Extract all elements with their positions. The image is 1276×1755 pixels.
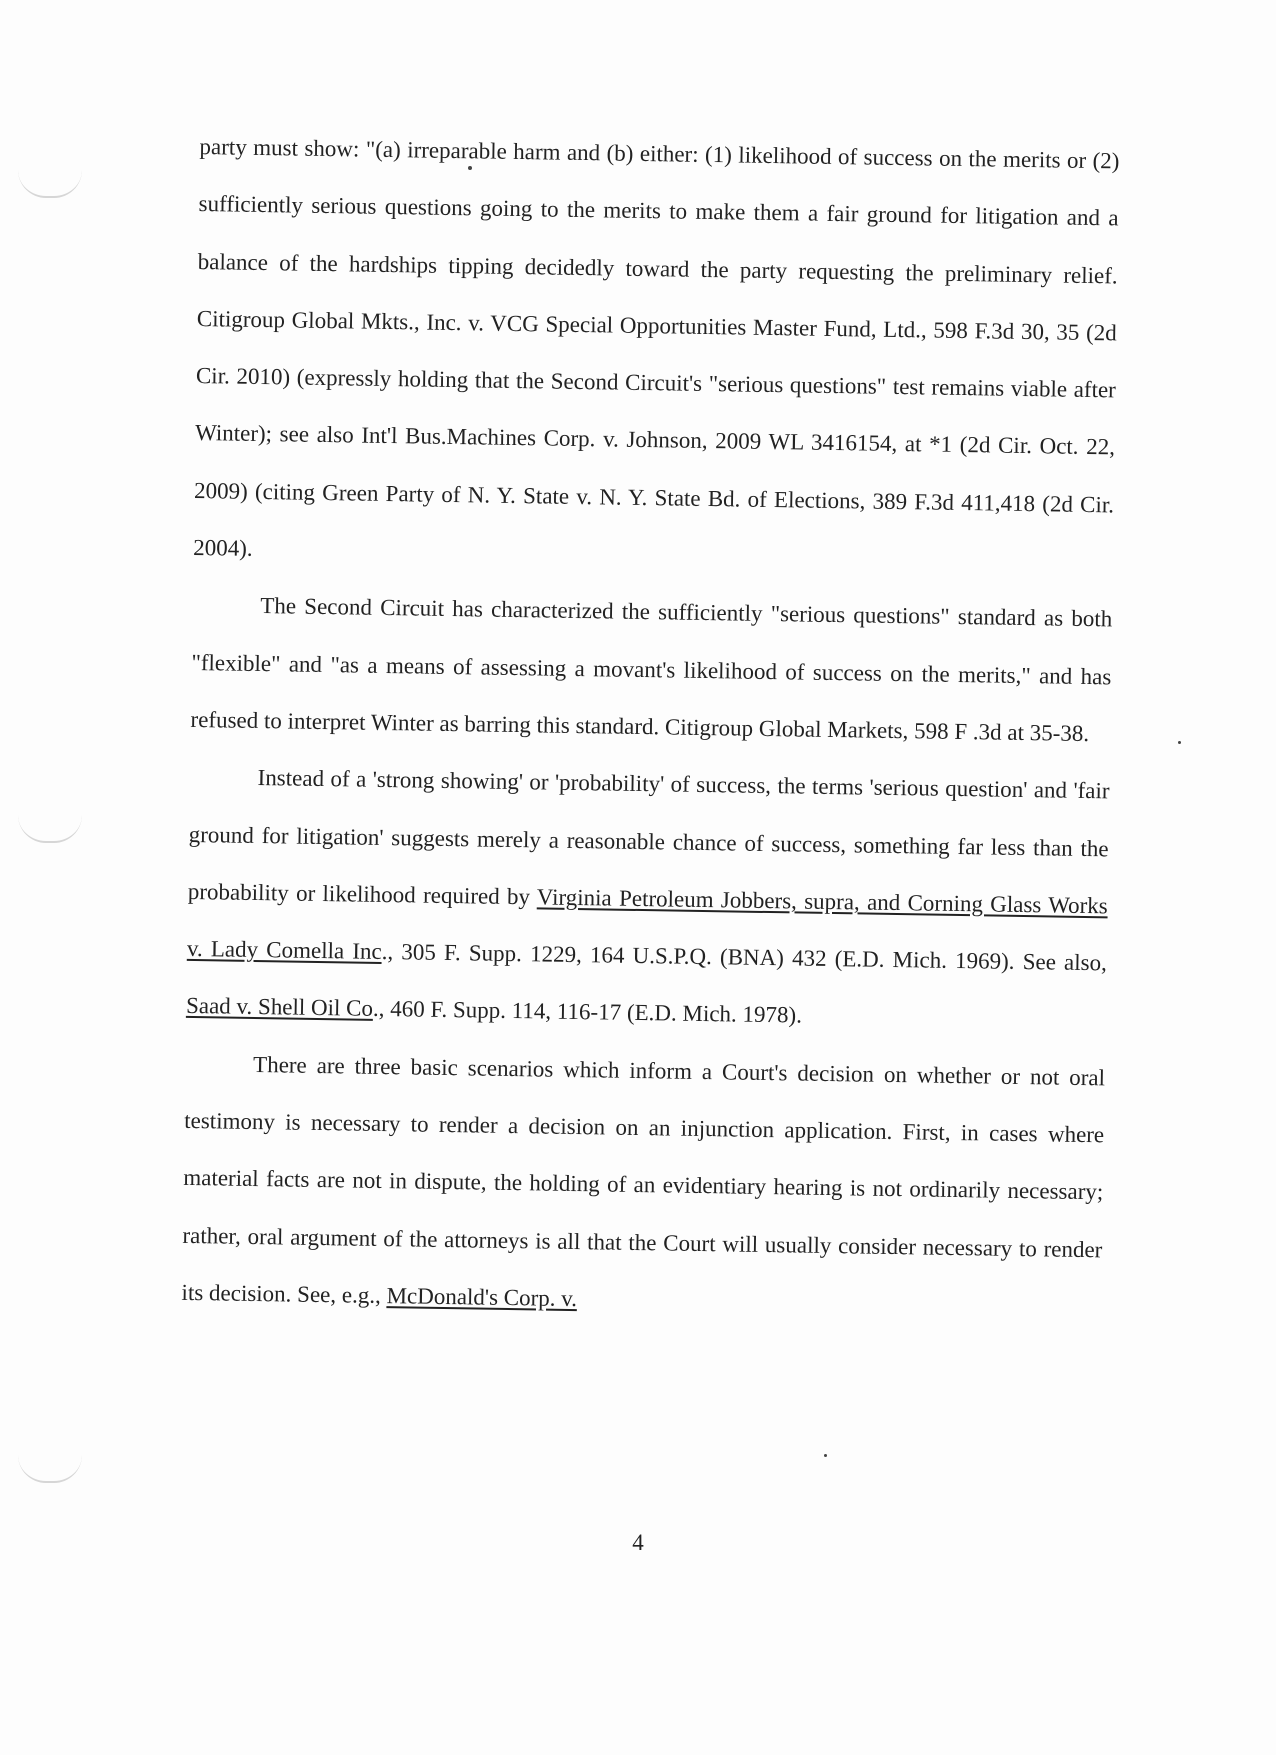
text-run: ., 460 F. Supp. 114, 116-17 (E.D. Mich. 1978). [372, 996, 803, 1029]
case-citation-underlined: McDonald's Corp. v. [386, 1283, 578, 1312]
case-citation-underlined: Saad v. Shell Oil Co [185, 993, 374, 1022]
paragraph-1 [193, 118, 1120, 591]
punch-hole-mark [18, 170, 82, 198]
case-citation-underlined: Virginia Petroleum Jobbers, supra, and Corning Glass Works v. Lady Comella Inc [186, 884, 1108, 965]
punch-hole-mark [18, 1455, 82, 1483]
text-run: ., 305 F. Supp. 1229, 164 U.S.P.Q. (BNA) 432 (E.D. Mich. 1969). See also, [381, 939, 1108, 976]
scan-speck [1178, 741, 1181, 744]
paragraph-2 [190, 576, 1113, 762]
paragraph-4 [181, 1035, 1105, 1336]
page-number: 4 [632, 1530, 644, 1555]
body-text [181, 118, 1120, 1336]
paragraph-3 [186, 748, 1110, 1049]
scan-speck [824, 1454, 827, 1457]
text-run: There are three basic scenarios which inform a Court's decision on whether or not oral testimony is necessary to render a decision on an injunction application. First, in cases where material facts are not in dispute, the holding of an evidentiary hearing is not ordinarily necessary; rather, oral argument of the attorneys is all that the Court will usually consider necessary to render its decision. See, e.g., [181, 1051, 1106, 1309]
punch-hole-mark [18, 815, 82, 843]
text-run: Instead of a 'strong showing' or 'probability' of success, the terms 'serious question' and 'fair ground for litigation' suggests merely a reasonable chance of success, something far less than the probability or likelihood required by [187, 765, 1110, 910]
text-run: party must show: "(a) irreparable harm and (b) either: (1) likelihood of success on the merits or (2) sufficiently serious questions going to the merits to make them a fair ground for litigation and a balance of the hardships tipping decidedly toward the party requesting the preliminary relief. Citigroup Global Mkts., Inc. v. VCG Special Opportunities Master Fund, Ltd., 598 F.3d 30, 35 (2d Cir. 2010) (expressly holding that the Second Circuit's "serious questions" test remains viable after Winter); see also Int'l Bus.Machines Corp. v. Johnson, 2009 WL 3416154, at *1 (2d Cir. Oct. 22, 2009) (citing Green Party of N. Y. State v. N. Y. State Bd. of Elections, 389 F.3d 411,418 (2d Cir. 2004). [193, 133, 1120, 561]
text-run: The Second Circuit has characterized the sufficiently "serious questions" standard as both "flexible" and "as a means of assessing a movant's likelihood of success on the merits," and has refused to interpret Winter as barring this standard. Citigroup Global Markets, 598 F .3d at 35-38. [190, 593, 1113, 747]
